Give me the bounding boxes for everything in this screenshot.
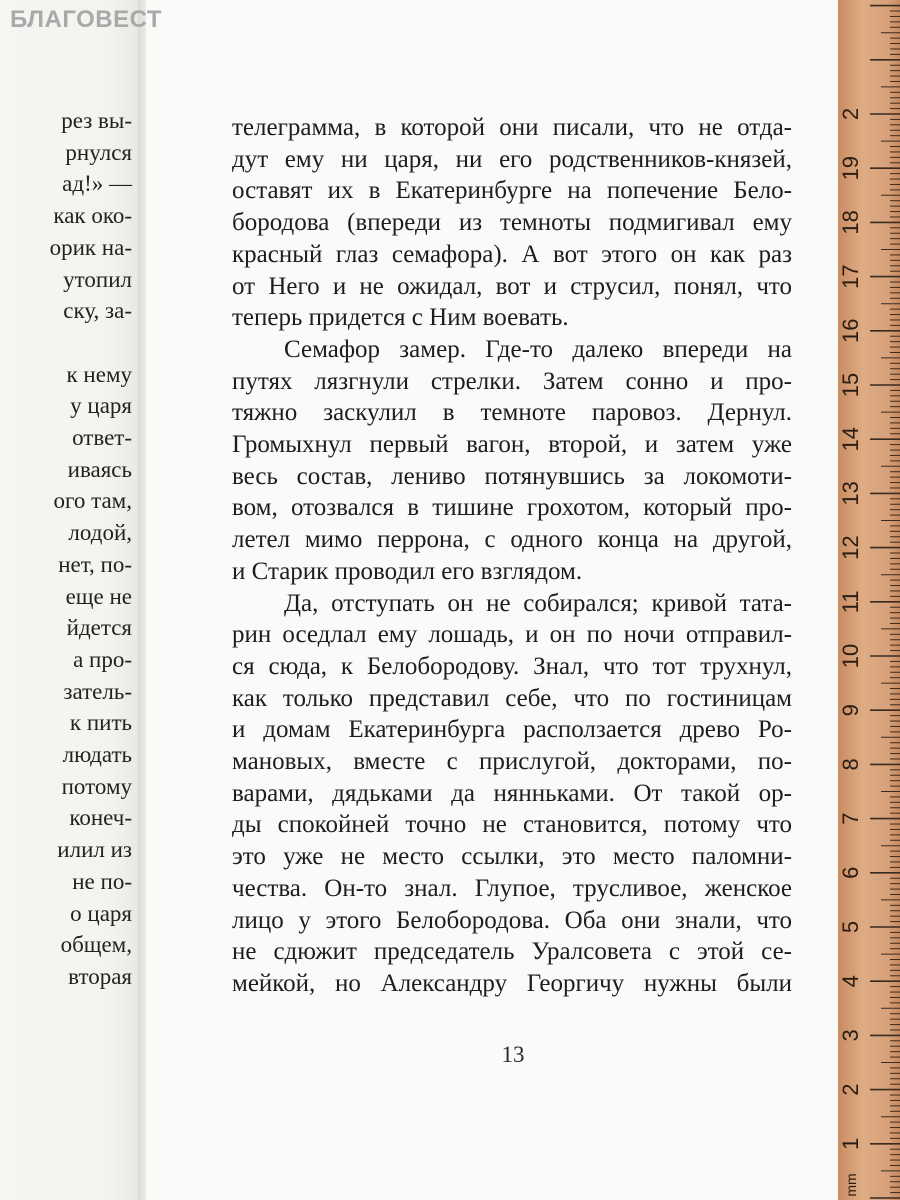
left-page-line: утопил — [63, 266, 132, 292]
text-line: оставят их в Екатеринбурге на попечение Бело- — [232, 177, 792, 205]
left-page-line: о царя — [70, 900, 132, 926]
left-page-line: как око- — [53, 203, 132, 229]
left-page-line: ответ- — [72, 425, 132, 451]
text-line: дут ему ни царя, ни его родственников-князей, — [232, 145, 792, 173]
left-page-text — [50, 105, 132, 993]
text-line: как только представил себе, что по гостиницам — [232, 684, 792, 712]
left-page-line: не по- — [72, 868, 132, 894]
left-page-line: рез вы- — [61, 108, 132, 133]
text-line: рин оседлал ему лошадь, и он по ночи отправил- — [232, 621, 792, 649]
ruler-cm-label: 10 — [838, 643, 863, 669]
ruler-cm-label: 15 — [838, 372, 863, 398]
ruler-cm-label: 18 — [838, 210, 863, 235]
text-line: мейкой, но Александру Георгичу нужны были — [232, 969, 792, 997]
text-line: красный глаз семафора). А вот этого он как раз — [232, 240, 792, 268]
left-page-line: нет, по- — [58, 551, 132, 577]
ruler-cm-label: 2 — [838, 107, 863, 121]
left-page-line: общем, — [60, 932, 132, 958]
text-line: Семафор замер. Где-то далеко впереди на — [284, 335, 792, 363]
ruler-cm-label: 13 — [838, 481, 863, 506]
text-line: от Него и не ожидал, вот и струсил, понял, что — [232, 272, 792, 300]
left-page-line: у царя — [70, 393, 132, 419]
text-line: не сдюжит председатель Уралсовета с этой се- — [232, 938, 792, 966]
left-page-line: йдется — [66, 615, 132, 641]
text-line: ся сюда, к Белобородову. Знал, что тот трухнул, — [232, 652, 792, 680]
text-line: теперь придется с Ним воевать. — [232, 304, 569, 332]
left-page-line: к нему — [66, 361, 132, 387]
watermark-logo: БЛАГОВЕСТ — [10, 6, 163, 33]
ruler-cm-label: 14 — [838, 426, 863, 452]
left-page-line: ад!» — — [62, 171, 132, 197]
text-line: лицо у этого Белобородова. Оба они знали, что — [232, 906, 792, 934]
text-line: и домам Екатеринбурга расползается древо Ро- — [232, 716, 792, 744]
text-line: летел мимо перрона, с одного конца на другой, — [232, 526, 792, 554]
left-page-line: иваясь — [67, 456, 132, 482]
ruler-cm-label: 4 — [838, 975, 863, 988]
page-number: 13 — [501, 1042, 525, 1067]
ruler-cm-label: 11 — [838, 590, 863, 614]
text-line: чества. Он-то знал. Глупое, трусливое, женское — [232, 874, 792, 902]
text-line: Да, отступать он не собирался; кривой тата- — [284, 589, 792, 617]
ruler-cm-label: 7 — [838, 812, 863, 825]
ruler-cm-label: 17 — [838, 264, 863, 289]
left-page-line: а про- — [73, 646, 132, 672]
ruler-cm-label: 1 — [838, 1137, 863, 1150]
left-page-line: ого там, — [53, 488, 132, 514]
left-page-line: ску, за- — [63, 298, 132, 324]
ruler-cm-label: 12 — [838, 535, 863, 560]
ruler-cm-label: 3 — [838, 1029, 863, 1042]
text-line: весь состав, лениво потянувшись за локомоти- — [232, 462, 792, 490]
ruler-cm-label: 2 — [838, 1083, 863, 1096]
ruler-cm-label: 6 — [838, 866, 863, 879]
ruler-cm-label: 8 — [838, 758, 863, 771]
text-line: это уже не место ссылки, это место паломни- — [232, 843, 792, 871]
text-line: Громыхнул первый вагон, второй, и затем уже — [232, 431, 792, 459]
left-page-line: вторая — [68, 963, 132, 989]
left-page-line: затель- — [63, 678, 132, 704]
text-line: и Старик проводил его взглядом. — [232, 557, 583, 585]
text-line: мановых, вместе с прислугой, докторами, по- — [232, 748, 792, 776]
ruler-cm-label: 9 — [838, 704, 863, 717]
ruler-scale — [838, 0, 900, 1200]
left-page-line: лодой, — [68, 520, 132, 546]
text-line: путях лязгнули стрелки. Затем сонно и про- — [232, 367, 792, 395]
left-page-line: илил из — [57, 837, 132, 863]
text-line: вом, отозвался в тишине грохотом, который про- — [232, 494, 792, 522]
text-line: тяжно заскулил в темноте паровоз. Дернул. — [232, 399, 792, 427]
left-page-line: орик на- — [49, 234, 132, 260]
text-line: телеграмма, в которой они писали, что не отда- — [232, 114, 792, 141]
left-page-line: рнулся — [65, 139, 132, 165]
left-page-line — [50, 327, 132, 359]
left-page-line: людать — [62, 742, 132, 768]
ruler-cm-label: 5 — [838, 920, 863, 934]
left-page-line: конеч- — [69, 805, 132, 831]
ruler-cm-label: 16 — [838, 318, 863, 344]
ruler-cm-label: 19 — [838, 155, 863, 181]
ruler-unit-label: mm — [843, 1173, 859, 1197]
text-line: бородова (впереди из темноты подмигивал ему — [232, 209, 792, 237]
text-line: варами, дядьками да нянньками. От такой ор- — [232, 779, 792, 807]
left-page — [0, 0, 138, 1200]
left-page-line: потому — [61, 773, 132, 799]
left-page-line: еще не — [65, 583, 132, 609]
text-line: ды спокойней точно не становится, потому что — [232, 811, 792, 839]
left-page-line: к пить — [69, 710, 132, 736]
ruler — [838, 0, 900, 1200]
page-body-text — [232, 112, 792, 1000]
